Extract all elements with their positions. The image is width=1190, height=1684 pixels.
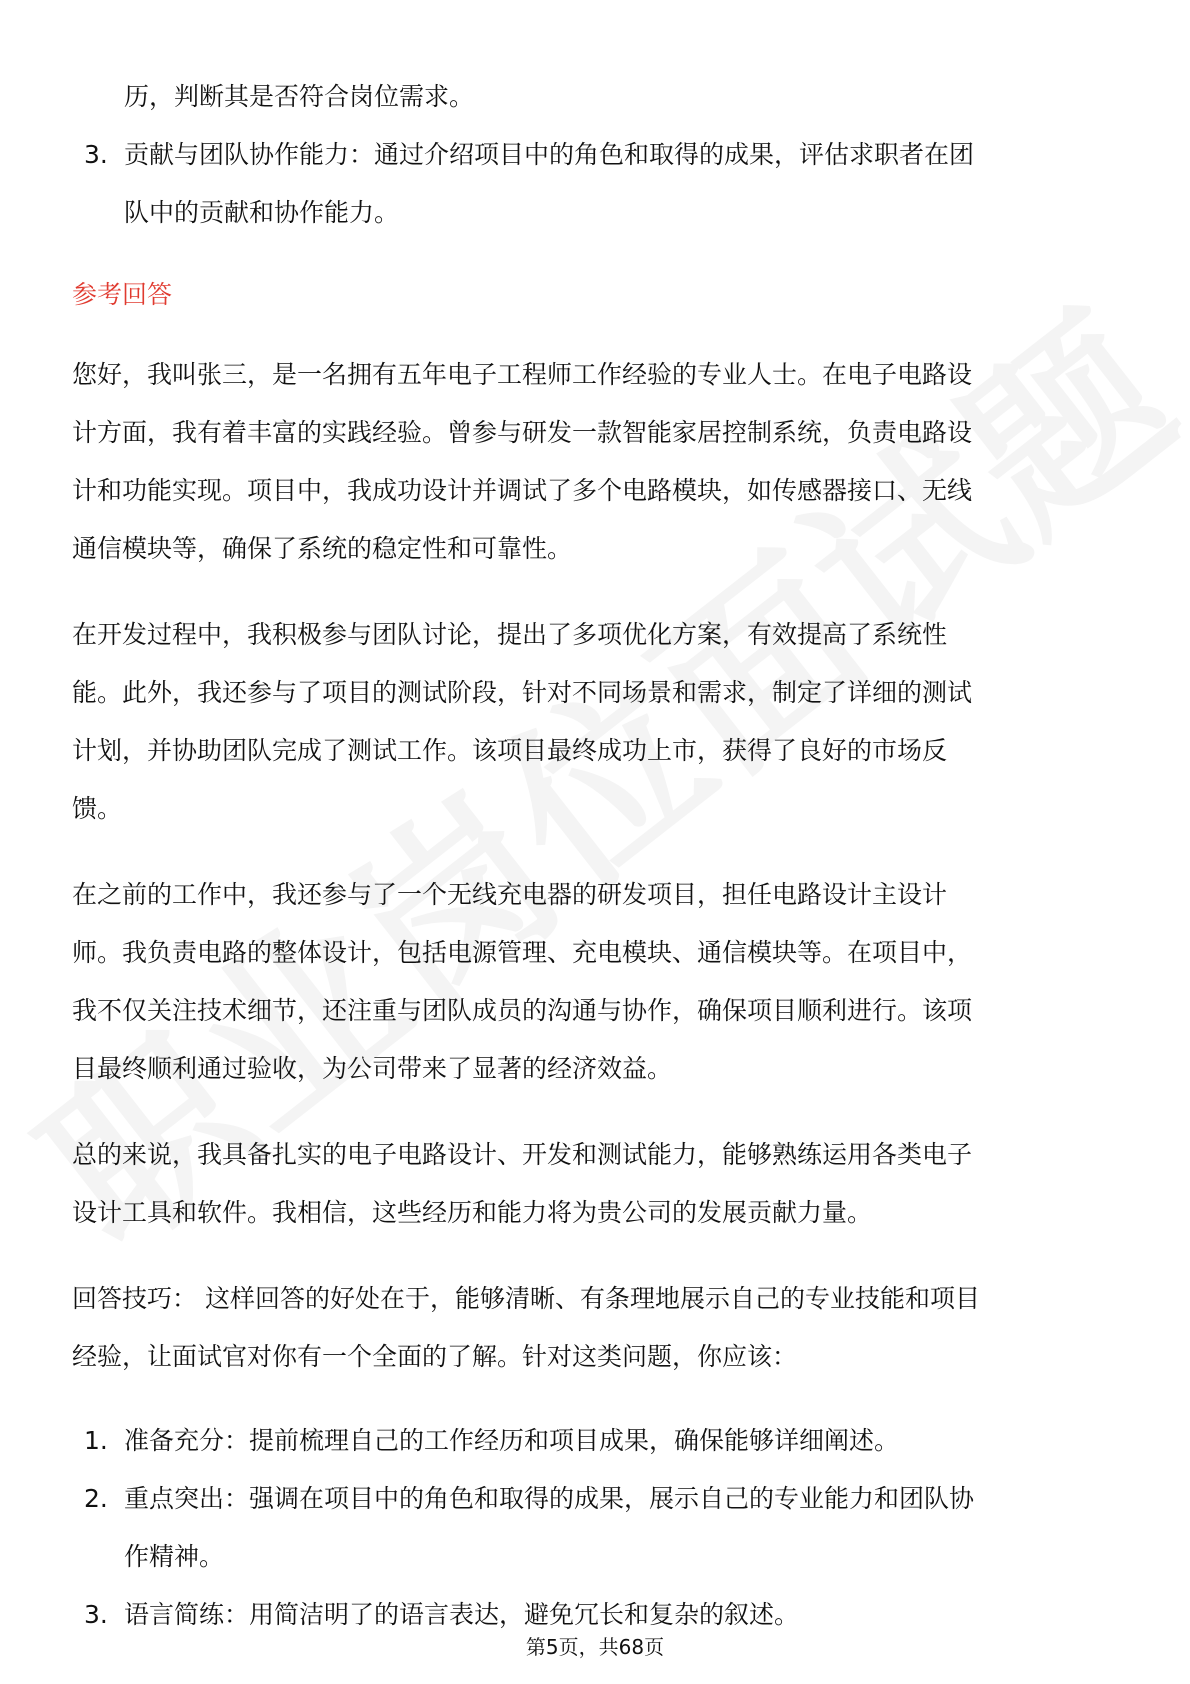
paragraph-line: 馈。	[72, 794, 123, 823]
paragraph-line: 计方面，我有着丰富的实践经验。曾参与研发一款智能家居控制系统，负责电路设	[72, 418, 973, 447]
paragraph-line: 总的来说，我具备扎实的电子电路设计、开发和测试能力，能够熟练运用各类电子	[72, 1140, 973, 1169]
tips-paragraph	[72, 1270, 1118, 1386]
list-number: 3.	[84, 1600, 108, 1629]
list-item-line: 语言简练：用简洁明了的语言表达，避免冗长和复杂的叙述。	[124, 1600, 800, 1629]
list-number: 1.	[84, 1426, 108, 1455]
answer-paragraph	[72, 866, 1118, 1098]
paragraph-line: 目最终顺利通过验收，为公司带来了显著的经济效益。	[72, 1054, 673, 1083]
answer-paragraph	[72, 606, 1118, 838]
answer-paragraph	[72, 1126, 1118, 1242]
paragraph-line: 设计工具和软件。我相信，这些经历和能力将为贵公司的发展贡献力量。	[72, 1198, 873, 1227]
list-item-line: 队中的贡献和协作能力。	[124, 198, 400, 227]
tips-list-item-2	[72, 1470, 1118, 1586]
paragraph-line: 计划，并协助团队完成了测试工作。该项目最终成功上市，获得了良好的市场反	[72, 736, 948, 765]
list-item-line: 重点突出：强调在项目中的角色和取得的成果，展示自己的专业能力和团队协	[124, 1484, 975, 1513]
document-page	[72, 68, 1118, 1644]
list-number: 3.	[84, 140, 108, 169]
tips-list	[72, 1412, 1118, 1644]
section-heading: 参考回答	[72, 280, 173, 309]
paragraph-line: 经验，让面试官对你有一个全面的了解。针对这类问题，你应该：	[72, 1342, 798, 1371]
paragraph-line: 计和功能实现。项目中，我成功设计并调试了多个电路模块，如传感器接口、无线	[72, 476, 973, 505]
list-item-line: 准备充分：提前梳理自己的工作经历和项目成果，确保能够详细阐述。	[124, 1426, 900, 1455]
page-footer: 第5页，共68页	[525, 1635, 665, 1659]
paragraph-line: 通信模块等，确保了系统的稳定性和可靠性。	[72, 534, 573, 563]
paragraph-line: 师。我负责电路的整体设计，包括电源管理、充电模块、通信模块等。在项目中，	[72, 938, 973, 967]
paragraph-line: 在开发过程中，我积极参与团队讨论，提出了多项优化方案，有效提高了系统性	[72, 620, 948, 649]
criteria-list-item-3	[72, 126, 1118, 242]
list-item-line: 作精神。	[124, 1542, 225, 1571]
list-item-continuation: 历，判断其是否符合岗位需求。	[124, 82, 475, 111]
tips-list-item-1	[72, 1412, 1118, 1470]
paragraph-line: 我不仅关注技术细节，还注重与团队成员的沟通与协作，确保项目顺利进行。该项	[72, 996, 973, 1025]
paragraph-line: 在之前的工作中，我还参与了一个无线充电器的研发项目，担任电路设计主设计	[72, 880, 948, 909]
list-item-line: 贡献与团队协作能力：通过介绍项目中的角色和取得的成果，评估求职者在团	[124, 140, 975, 169]
paragraph-line: 能。此外，我还参与了项目的测试阶段，针对不同场景和需求，制定了详细的测试	[72, 678, 973, 707]
paragraph-line: 回答技巧： 这样回答的好处在于，能够清晰、有条理地展示自己的专业技能和项目	[72, 1284, 980, 1313]
paragraph-line: 您好，我叫张三，是一名拥有五年电子工程师工作经验的专业人士。在电子电路设	[72, 360, 973, 389]
answer-paragraph	[72, 346, 1118, 578]
list-number: 2.	[84, 1484, 108, 1513]
